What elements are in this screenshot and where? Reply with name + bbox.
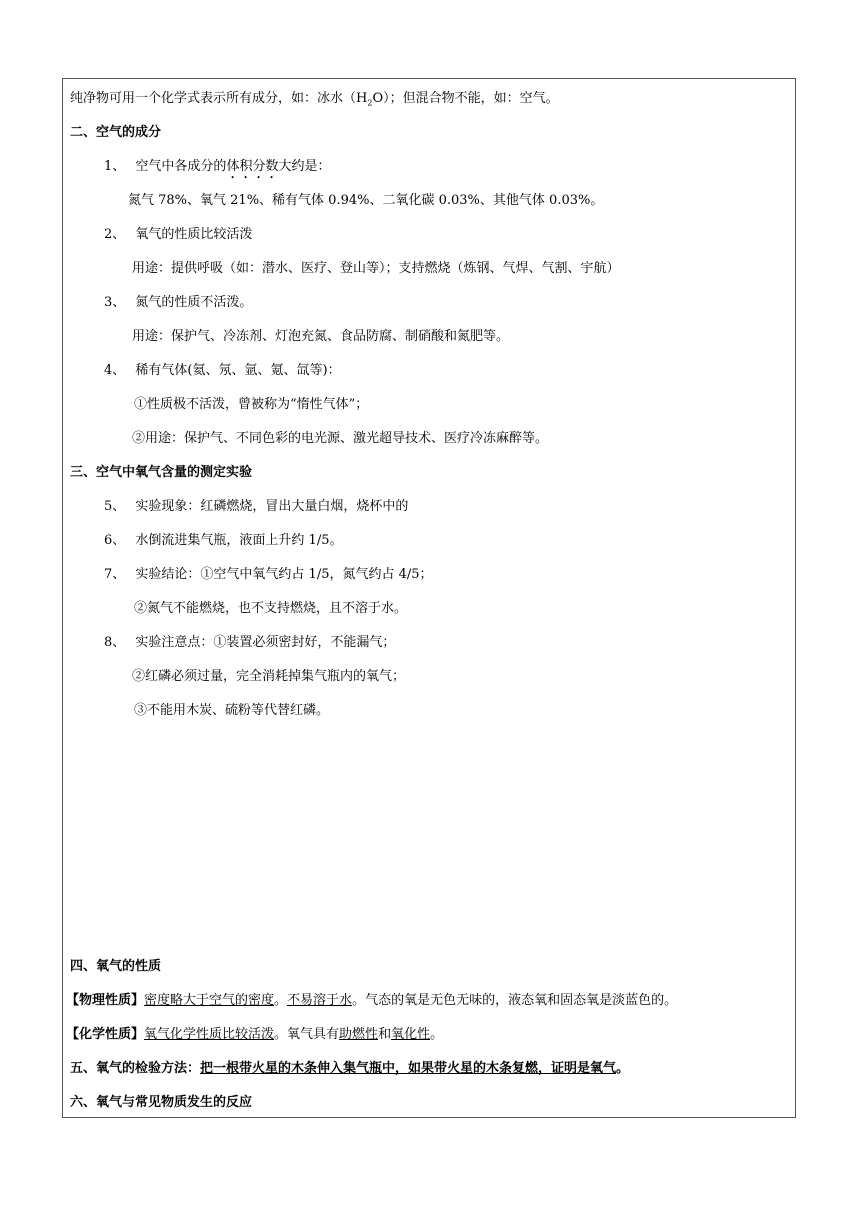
item-number: 7、 bbox=[104, 567, 126, 582]
punct: 。 bbox=[274, 993, 288, 1008]
item-6 bbox=[104, 532, 342, 550]
item-3-use: 用途：保护气、冷冻剂、灯泡充氮、食品防腐、制硝酸和氮肥等。 bbox=[132, 329, 510, 344]
intro-text: 纯净物可用一个化学式表示所有成分，如：冰水（H bbox=[70, 91, 368, 106]
activity-underlined: 氧气化学性质比较活泼 bbox=[144, 1027, 275, 1042]
item-number: 6、 bbox=[104, 533, 126, 548]
punct: 。 bbox=[616, 1061, 630, 1076]
item-text: 氮气的性质不活泼。 bbox=[135, 295, 253, 310]
item-text: 实验注意点：①装置必须密封好，不能漏气； bbox=[135, 635, 396, 650]
item-number: 8、 bbox=[104, 635, 126, 650]
test-method-underlined: 把一根带火星的木条伸入集气瓶中，如果带火星的木条复燃，证明是氧气 bbox=[200, 1061, 617, 1076]
item-4 bbox=[104, 362, 341, 380]
item-number: 1、 bbox=[104, 159, 126, 174]
item-7 bbox=[104, 566, 433, 584]
item-number: 5、 bbox=[104, 499, 126, 514]
item-4-point-2: ②用途：保护气、不同色彩的电光源、激光超导技术、医疗冷冻麻醉等。 bbox=[132, 431, 549, 446]
item-text: 稀有气体(氦、氖、氩、氪、氙等)： bbox=[135, 363, 341, 378]
solubility-underlined: 不易溶于水 bbox=[287, 993, 353, 1008]
intro-text-end: O）；但混合物不能，如：空气。 bbox=[372, 91, 559, 106]
intro-line bbox=[70, 90, 559, 113]
chemical-properties bbox=[66, 1026, 443, 1044]
section-4-heading: 四、氧气的性质 bbox=[70, 959, 162, 974]
item-1 bbox=[104, 158, 330, 182]
section-2-heading: 二、空气的成分 bbox=[70, 125, 162, 140]
section-6-heading: 六、氧气与常见物质发生的反应 bbox=[70, 1095, 253, 1110]
item-text: 实验现象：红磷燃烧，冒出大量白烟，烧杯中的 bbox=[135, 499, 409, 514]
subscript-2: 2 bbox=[367, 98, 373, 108]
section-3-heading: 三、空气中氧气含量的测定实验 bbox=[70, 465, 253, 480]
item-text: 空气中各成分的 bbox=[135, 159, 227, 174]
item-text: 水倒流进集气瓶，液面上升约 1/5。 bbox=[135, 533, 343, 548]
chemical-mid: 。氧气具有 bbox=[274, 1027, 340, 1042]
item-text: 大约是： bbox=[278, 159, 331, 174]
item-text: 实验结论：①空气中氧气约占 1/5，氮气约占 4/5； bbox=[135, 567, 433, 582]
item-4-point-1: ①性质极不活泼，曾被称为“惰性气体”； bbox=[134, 397, 369, 412]
emphasis-dotted: 体积分数 bbox=[226, 159, 279, 174]
item-number: 4、 bbox=[104, 363, 126, 378]
chemical-label: 【化学性质】 bbox=[66, 1027, 145, 1042]
physical-rest: 。气态的氧是无色无味的，液态氧和固态氧是淡蓝色的。 bbox=[352, 993, 678, 1008]
punct: 。 bbox=[430, 1027, 444, 1042]
item-number: 2、 bbox=[104, 227, 126, 242]
item-2 bbox=[104, 226, 252, 244]
density-underlined: 密度略大于空气的密度 bbox=[144, 993, 275, 1008]
item-number: 3、 bbox=[104, 295, 126, 310]
item-5 bbox=[104, 498, 408, 516]
item-2-use: 用途：提供呼吸（如：潜水、医疗、登山等）；支持燃烧（炼钢、气焊、气割、宇航） bbox=[132, 261, 620, 276]
item-8-point-3: ③不能用木炭、硫粉等代替红磷。 bbox=[134, 703, 330, 718]
chemical-and: 和 bbox=[378, 1027, 392, 1042]
oxidizing-underlined: 氧化性 bbox=[391, 1027, 431, 1042]
item-text: 氧气的性质比较活泼 bbox=[135, 227, 253, 242]
item-7-point-2: ②氮气不能燃烧，也不支持燃烧，且不溶于水。 bbox=[134, 601, 408, 616]
item-1-detail: 氮气 78%、氧气 21%、稀有气体 0.94%、二氧化碳 0.03%、其他气体 0.03%。 bbox=[128, 193, 604, 208]
item-3 bbox=[104, 294, 252, 312]
item-8 bbox=[104, 634, 395, 652]
physical-properties bbox=[66, 992, 677, 1010]
physical-label: 【物理性质】 bbox=[66, 993, 145, 1008]
item-8-point-2: ②红磷必须过量，完全消耗掉集气瓶内的氧气； bbox=[132, 669, 406, 684]
combustion-support-underlined: 助燃性 bbox=[339, 1027, 379, 1042]
section-5 bbox=[70, 1060, 629, 1078]
section-5-heading: 五、氧气的检验方法： bbox=[70, 1061, 201, 1076]
